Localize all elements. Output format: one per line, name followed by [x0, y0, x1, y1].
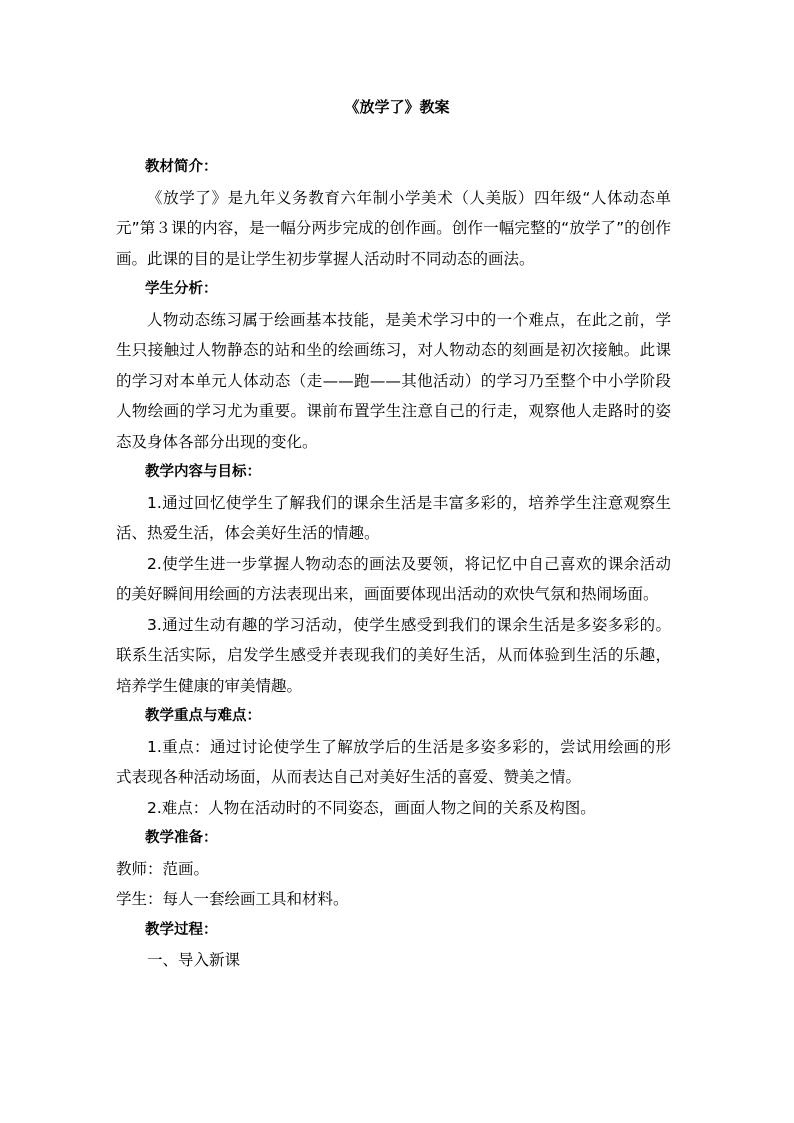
section-heading-process: 教学过程： — [145, 921, 218, 938]
paragraph-intro: 《放学了》是九年义务教育六年制小学美术（人美版）四年级“人体动态单元”第３课的内容，是一幅分两步完成的创作画。创作一幅完整的“放学了”的创作画。此课的目的是让学生初步掌握人活动时不同动态的画法。 — [116, 188, 671, 268]
paragraph-goal-2: 2.使学生进一步掌握人物动态的画法及要领，将记忆中自己喜欢的课余活动的美好瞬间用绘画的方法表现出来，画面要体现出活动的欢快气氛和热闹场面。 — [116, 554, 671, 603]
paragraph-goal-3: 3.通过生动有趣的学习活动，使学生感受到我们的课余生活是多姿多彩的。联系生活实际，启发学生感受并表现我们的美好生活，从而体验到生活的乐趣，培养学生健康的审美情趣。 — [116, 615, 671, 695]
paragraph-prep-student: 学生：每人一套绘画工具和材料。 — [116, 890, 349, 908]
section-heading-prep: 教学准备： — [145, 830, 218, 846]
paragraph-goal-1: 1.通过回忆使学生了解我们的课余生活是丰富多彩的，培养学生注意观察生活、热爱生活，体会美好生活的情趣。 — [116, 493, 671, 542]
section-heading-key: 教学重点与难点： — [145, 708, 261, 724]
document-body — [116, 152, 671, 976]
paragraph-key-2: 2.难点：人物在活动时的不同姿态，画面人物之间的关系及构图。 — [147, 798, 596, 817]
paragraph-prep-teacher: 教师：范画。 — [116, 859, 210, 878]
paragraph-key-1: 1.重点：通过讨论使学生了解放学后的生活是多姿多彩的，尝试用绘画的形式表现各种活动场面，从而表达自己对美好生活的喜爱、赞美之情。 — [116, 737, 671, 786]
section-heading-goals: 教学内容与目标： — [145, 464, 261, 480]
section-heading-student: 学生分析： — [145, 281, 218, 297]
paragraph-student: 人物动态练习属于绘画基本技能，是美术学习中的一个难点，在此之前，学生只接触过人物静态的站和坐的绘画练习，对人物动态的刻画是初次接触。此课的学习对本单元人体动态（走——跑——其他活动）的学习乃至整个中小学阶段人物绘画的学习尤为重要。课前布置学生注意自己的行走，观察他人走路时的姿态及身体各部分出现的变化。 — [116, 310, 671, 451]
section-heading-intro: 教材简介： — [145, 159, 218, 175]
paragraph-process-1: 一、导入新课 — [147, 951, 241, 969]
document-title: 《放学了》教案 — [344, 98, 450, 116]
